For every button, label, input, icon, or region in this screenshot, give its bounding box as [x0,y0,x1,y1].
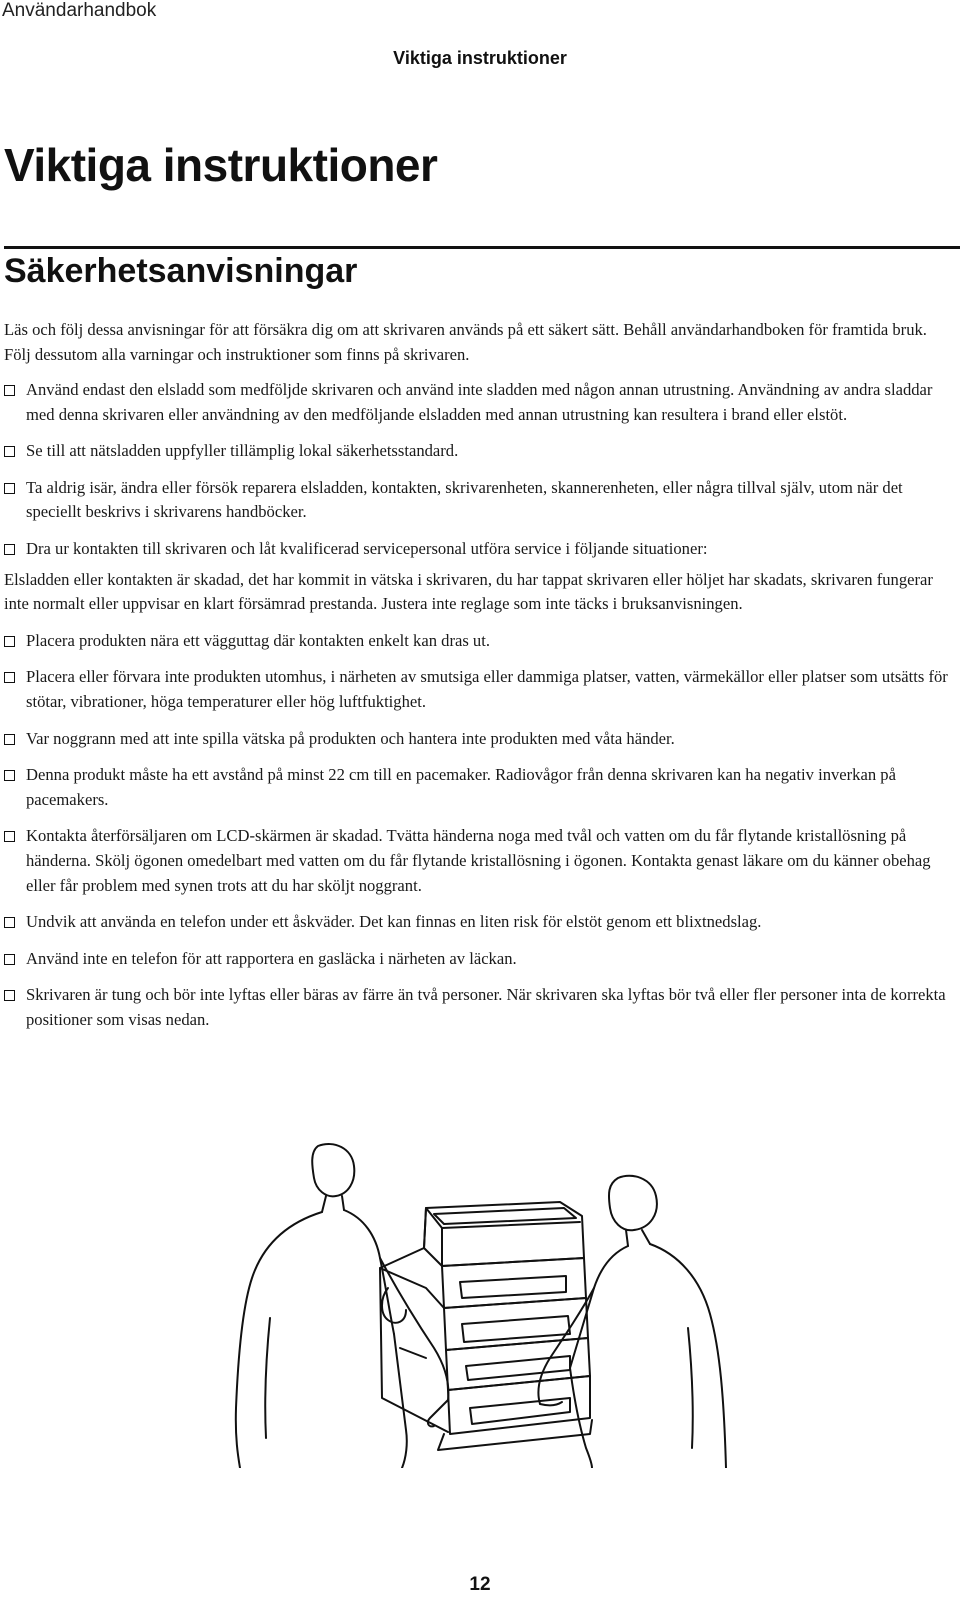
checkbox-bullet-icon [4,831,15,842]
chapter-title: Viktiga instruktioner [4,139,438,191]
checkbox-bullet-icon [4,446,15,457]
checkbox-bullet-icon [4,636,15,647]
list-item-text: Skrivaren är tung och bör inte lyftas eller bäras av färre än två personer. När skrivaren ska lyftas bör två eller fler personer inta de korrekta positioner som visas nedan. [26,985,946,1029]
checkbox-bullet-icon [4,483,15,494]
chapter-divider [4,246,960,249]
list-item [4,537,956,617]
list-item [4,476,956,525]
list-item-text: Dra ur kontakten till skrivaren och låt kvalificerad servicepersonal utföra service i följande situationer: [26,538,708,558]
checkbox-bullet-icon [4,954,15,965]
list-item [4,727,956,752]
list-item [4,983,956,1032]
right-person-figure [538,1176,726,1468]
list-item-text: Ta aldrig isär, ändra eller försök reparera elsladden, kontakten, skrivarenheten, skannerenheten, eller några tillval själv, utom när det speciellt beskrivs i skrivarens handböcker. [26,477,903,522]
list-item [4,439,956,464]
two-person-lift-illustration [230,1138,730,1468]
checkbox-bullet-icon [4,917,15,928]
list-item [4,629,956,654]
list-item-text: Undvik att använda en telefon under ett åskväder. Det kan finnas en liten risk för elstöt genom ett blixtnedslag. [26,912,762,932]
list-item-text: Kontakta återförsäljaren om LCD-skärmen är skadad. Tvätta händerna noga med tvål och vatten om du får flytande kristallösning på händerna. Skölj ögonen omedelbart med vatten om du får flytande kristallösning i ögonen. Kontakta genast läkare om du känner obehag eller får problem med synen trots att du har sköljt noggrant. [26,826,931,895]
list-item-text: Placera produkten nära ett vägguttag där kontakten enkelt kan dras ut. [26,630,490,650]
list-item-text: Placera eller förvara inte produkten utomhus, i närheten av smutsiga eller dammiga platser, vatten, värmekällor eller platser som utsätts för stötar, vibrationer, höga temperaturer eller hög luftfuktighet. [26,667,948,711]
left-person-figure [236,1144,449,1468]
printer-figure [380,1202,592,1450]
list-item [4,378,956,427]
list-item-text: Använd endast den elsladd som medföljde skrivaren och använd inte sladden med någon annan utrustning. Användning av andra sladdar med denna skrivaren eller användning av den medföljande elsladden med annan utrustning kan resultera i brand eller elstöt. [26,380,933,424]
list-item-text: Använd inte en telefon för att rapportera en gasläcka i närheten av läckan. [26,948,517,968]
list-item-text: Denna produkt måste ha ett avstånd på minst 22 cm till en pacemaker. Radiovågor från denna skrivaren kan ha negativ inverkan på pacemakers. [26,765,896,809]
checkbox-bullet-icon [4,672,15,683]
checkbox-bullet-icon [4,385,15,396]
list-item [4,763,956,812]
list-item-subparagraph: Elsladden eller kontakten är skadad, det har kommit in vätska i skrivaren, du har tappat skrivaren eller höljet har skadats, skrivaren fungerar inte normalt eller uppvisar en klart försämrad prestanda. Justera inte reglage som inte täcks i bruksanvisningen. [4,569,933,614]
safety-instruction-list [4,378,956,1044]
list-item-text: Se till att nätsladden uppfyller tillämplig lokal säkerhetsstandard. [26,441,459,461]
list-item-text: Var noggrann med att inte spilla vätska på produkten och hantera inte produkten med våta händer. [26,728,675,748]
checkbox-bullet-icon [4,544,15,555]
checkbox-bullet-icon [4,770,15,781]
list-item [4,910,956,935]
section-header-label: Viktiga instruktioner [393,48,567,68]
checkbox-bullet-icon [4,990,15,1001]
section-title: Säkerhetsanvisningar [4,252,358,290]
page-number: 12 [469,1574,491,1595]
running-header-title: Användarhandbok [2,0,157,21]
list-item [4,665,956,714]
intro-paragraph: Läs och följ dessa anvisningar för att försäkra dig om att skrivaren används på ett säkert sätt. Behåll användarhandboken för framtida bruk. Följ dessutom alla varningar och instruktioner som finns på skrivaren. [4,320,927,364]
list-item [4,947,956,972]
checkbox-bullet-icon [4,734,15,745]
list-item [4,824,956,898]
